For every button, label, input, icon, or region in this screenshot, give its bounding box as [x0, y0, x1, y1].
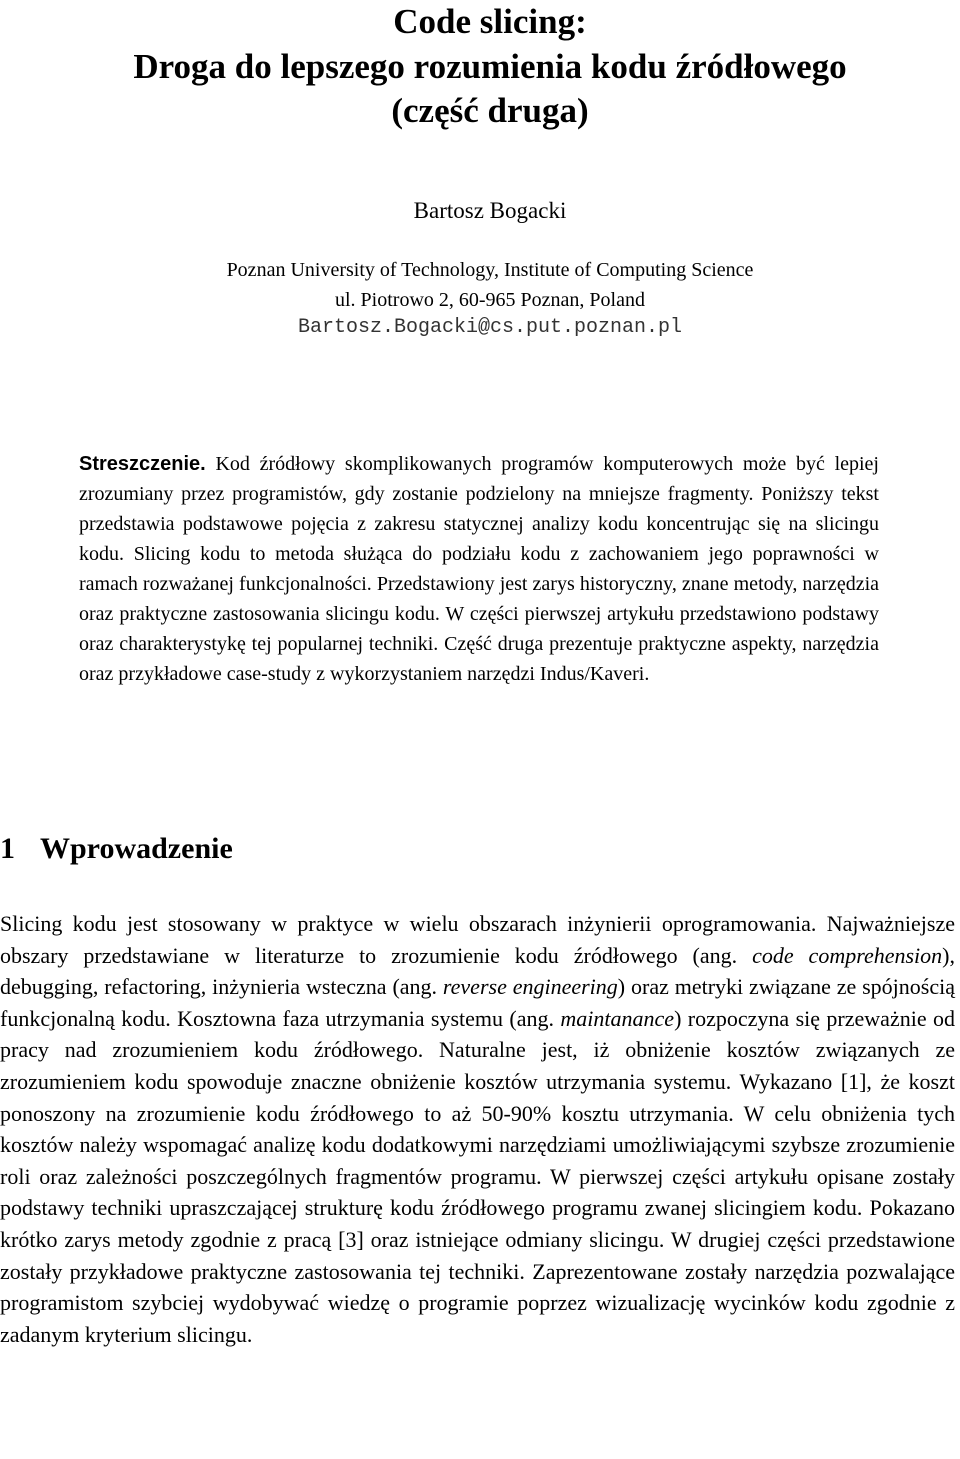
- section-number: 1: [0, 832, 15, 865]
- author-email: Bartosz.Bogacki@cs.put.poznan.pl: [297, 316, 683, 339]
- body-text-part-4: ) rozpoczyna się przeważnie od pracy nad zrozumieniem kodu źródłowego. Naturalne jest, iż obniżenie kosztów związanych ze zrozumieniem kodu spowoduje znaczne obniżenie kosztów utrzymania systemu. Wykazano [1], że koszt ponoszony na zrozumienie kodu źródłowego to aż 50-90% kosztu utrzymania. W celu obniżenia tych kosztów należy wspomagać analizę kodu dodatkowymi narzędziami umożliwiającymi szybsze zrozumienie roli oraz zależności poszczególnych fragmentów programu. W pierwszej części artykułu opisane zostały podstawy techniki upraszczającej strukturę kodu źródłowego programu zwanej slicingiem kodu. Pokazano krótko zarys metody zgodnie z pracą [3] oraz istniejące odmiany slicingu. W drugiej części przedstawione zostały przykładowe praktyczne zastosowania tej techniki. Zaprezentowane zostały narzędzia pozwalające programistom szybciej wydobywać wiedzę o programie poprzez wizualizację wycinków kodu zgodnie z zadanym kryterium slicingu.: [0, 1005, 955, 1347]
- term-code-comprehension: code comprehension: [752, 942, 943, 968]
- title-line-1: Code slicing:: [393, 2, 587, 41]
- body-text-part-3: ) oraz metryki związane ze spójnością funkcjonalną kodu. Kosztowna faza utrzymania systemu (ang.: [0, 974, 955, 1031]
- title-line-3: (część druga): [391, 91, 589, 130]
- abstract: [79, 449, 879, 689]
- term-reverse-engineering: reverse engineering: [442, 974, 618, 1000]
- section-title: Wprowadzenie: [40, 832, 233, 865]
- affiliation-line-2: ul. Piotrowo 2, 60-965 Poznan, Poland: [335, 289, 645, 311]
- term-maintanance: maintanance: [560, 1005, 675, 1031]
- abstract-label: Streszczenie.: [79, 453, 206, 475]
- author-name: Bartosz Bogacki: [413, 198, 567, 223]
- body-paragraph: [0, 908, 955, 1350]
- body-text-part-1: Slicing kodu jest stosowany w praktyce w wielu obszarach inżynierii oprogramowania. Najważniejsze obszary przedstawiane w literaturze to zrozumienie kodu źródłowego (ang.: [0, 911, 955, 968]
- body-text-part-2: ), debugging, refactoring, inżynieria wsteczna (ang.: [0, 942, 955, 1000]
- abstract-text: Kod źródłowy skomplikowanych programów komputerowych może być lepiej zrozumiany przez programistów, gdy zostanie podzielony na mniejsze fragmenty. Poniższy tekst przedstawia podstawowe pojęcia z zakresu statycznej analizy kodu koncentrując się na slicingu kodu. Slicing kodu to metoda służąca do podziału kodu z zachowaniem jego poprawności w ramach rozważanej funkcjonalności. Przedstawiony jest zarys historyczny, znane metody, narzędzia oraz praktyczne zastosowania slicingu kodu. W części pierwszej artykułu przedstawiono podstawy oraz charakterystykę tej popularnej techniki. Część druga prezentuje praktyczne aspekty, narzędzia oraz przykładowe case-study z wykorzystaniem narzędzi Indus/Kaveri.: [79, 453, 879, 685]
- section-heading: [0, 829, 940, 869]
- title-line-2: Droga do lepszego rozumienia kodu źródłowego: [133, 47, 847, 86]
- affiliation-line-1: Poznan University of Technology, Institute of Computing Science: [226, 259, 754, 281]
